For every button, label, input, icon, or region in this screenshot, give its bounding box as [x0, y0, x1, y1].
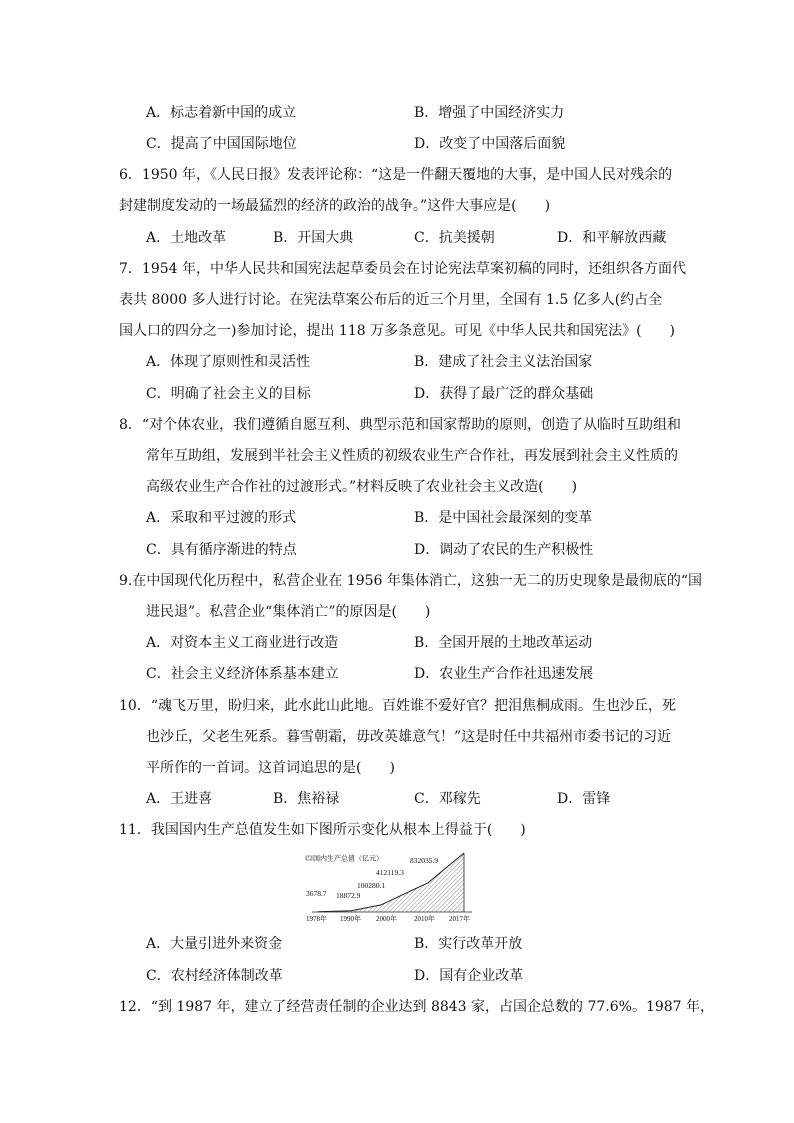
q9-option-d[interactable]: D．农业生产合作社迅速发展 — [414, 666, 594, 682]
x-tick-label: 1990年 — [340, 915, 361, 923]
q10-option-b[interactable]: B．焦裕禄 — [273, 791, 340, 807]
q7-option-a[interactable]: A．体现了原则性和灵活性 — [146, 354, 311, 370]
q10-option-c[interactable]: C．邓稼先 — [414, 791, 481, 807]
q7-stem-line-3: 国人口的四分之一)参加讨论，提出 118 万多条意见。可见《中华人民共和国宪法》( ) — [119, 323, 676, 339]
q6-option-d[interactable]: D．和平解放西藏 — [557, 230, 667, 246]
q9-stem-line-1: 9.在中国现代化历程中，私营企业在 1956 年集体消亡，这独一无二的历史现象是最彻底的“国 — [119, 573, 703, 589]
q6-option-c[interactable]: C．抗美援朝 — [414, 230, 495, 246]
q8-option-a[interactable]: A．采取和平过渡的形式 — [146, 510, 297, 526]
x-tick-label: 2010年 — [414, 915, 435, 923]
x-tick-label: 2017年 — [449, 915, 470, 923]
q7-option-c[interactable]: C．明确了社会主义的目标 — [146, 386, 311, 402]
q7-option-d[interactable]: D．获得了最广泛的群众基础 — [414, 386, 594, 402]
q8-stem-line-1: 8．“对个体农业，我们遵循自愿互利、典型示范和国家帮助的原则，创造了从临时互助组和 — [119, 417, 682, 433]
chart-legend-label: 国内生产总值（亿元） — [313, 854, 383, 863]
q8-stem-line-2: 常年互助组，发展到半社会主义性质的初级农业生产合作社，再发展到社会主义性质的 — [146, 448, 678, 464]
q7-stem-line-1: 7．1954 年，中华人民共和国宪法起草委员会在讨论宪法草案初稿的同时，还组织各方面代 — [119, 261, 686, 277]
q7-option-b[interactable]: B．建成了社会主义法治国家 — [414, 354, 593, 370]
x-tick-label: 2000年 — [376, 915, 397, 923]
q10-stem-line-3: 平所作的一首词。这首词追思的是( ) — [146, 760, 395, 776]
q10-option-a[interactable]: A．王进喜 — [146, 791, 213, 807]
q11-option-c[interactable]: C．农村经济体制改革 — [146, 968, 283, 984]
q8-stem-line-3: 高级农业生产合作社的过渡形式。”材料反映了农业社会主义改造( ) — [146, 479, 578, 495]
q10-stem-line-2: 也沙丘，父老生死系。暮雪朝霜，毋改英雄意气！”这是时任中共福州市委书记的习近 — [146, 729, 672, 745]
q8-option-d[interactable]: D．调动了农民的生产积极性 — [414, 542, 594, 558]
q6-option-a[interactable]: A．土地改革 — [146, 230, 227, 246]
q5-option-d[interactable]: D．改变了中国落后面貌 — [414, 136, 566, 152]
q9-option-a[interactable]: A．对资本主义工商业进行改造 — [146, 635, 339, 651]
q6-option-b[interactable]: B．开国大典 — [273, 230, 354, 246]
q7-stem-line-2: 表共 8000 多人进行讨论。在宪法草案公布后的近三个月里，全国有 1.5 亿多人(约占全 — [119, 292, 663, 308]
q9-option-b[interactable]: B．全国开展的土地改革运动 — [414, 635, 593, 651]
data-label: 832035.9 — [410, 856, 439, 865]
data-label: 18872.9 — [336, 891, 361, 900]
q12-stem-line-1: 12．“到 1987 年，建立了经营责任制的企业达到 8843 家，占国企总数的 77.6%。1987 年， — [119, 999, 715, 1015]
q10-option-d[interactable]: D．雷锋 — [557, 791, 611, 807]
q9-stem-line-2: 进民退”。私营企业“集体消亡”的原因是( ) — [146, 604, 431, 620]
data-label: 100280.1 — [357, 881, 386, 890]
q6-stem-line-2: 封建制度发动的一场最猛烈的经济的政治的战争。”这件大事应是( ) — [119, 198, 551, 214]
q5-option-b[interactable]: B．增强了中国经济实力 — [414, 105, 565, 121]
q6-stem-line-1: 6．1950 年，《人民日报》发表评论称：“这是一件翻天覆地的大事，是中国人民对残余的 — [119, 167, 673, 183]
q11-option-b[interactable]: B．实行改革开放 — [414, 936, 523, 952]
legend-swatch — [306, 856, 312, 860]
q10-stem-line-1: 10．“魂飞万里，盼归来，此水此山此地。百姓谁不爱好官？把泪焦桐成雨。生也沙丘，死 — [119, 698, 676, 714]
q11-stem-line-1: 11．我国国内生产总值发生如下图所示变化从根本上得益于( ) — [119, 822, 526, 838]
q5-option-a[interactable]: A．标志着新中国的成立 — [146, 105, 297, 121]
gdp-area-chart — [304, 848, 480, 924]
data-label: 3678.7 — [306, 889, 327, 898]
q5-option-c[interactable]: C．提高了中国国际地位 — [146, 136, 297, 152]
q11-option-d[interactable]: D．国有企业改革 — [414, 968, 524, 984]
q11-option-a[interactable]: A．大量引进外来资金 — [146, 936, 283, 952]
q8-option-b[interactable]: B．是中国社会最深刻的变革 — [414, 510, 593, 526]
q9-option-c[interactable]: C．社会主义经济体系基本建立 — [146, 666, 339, 682]
q8-option-c[interactable]: C．具有循序渐进的特点 — [146, 542, 297, 558]
data-label: 412119.3 — [376, 868, 404, 877]
x-tick-label: 1978年 — [306, 915, 327, 923]
